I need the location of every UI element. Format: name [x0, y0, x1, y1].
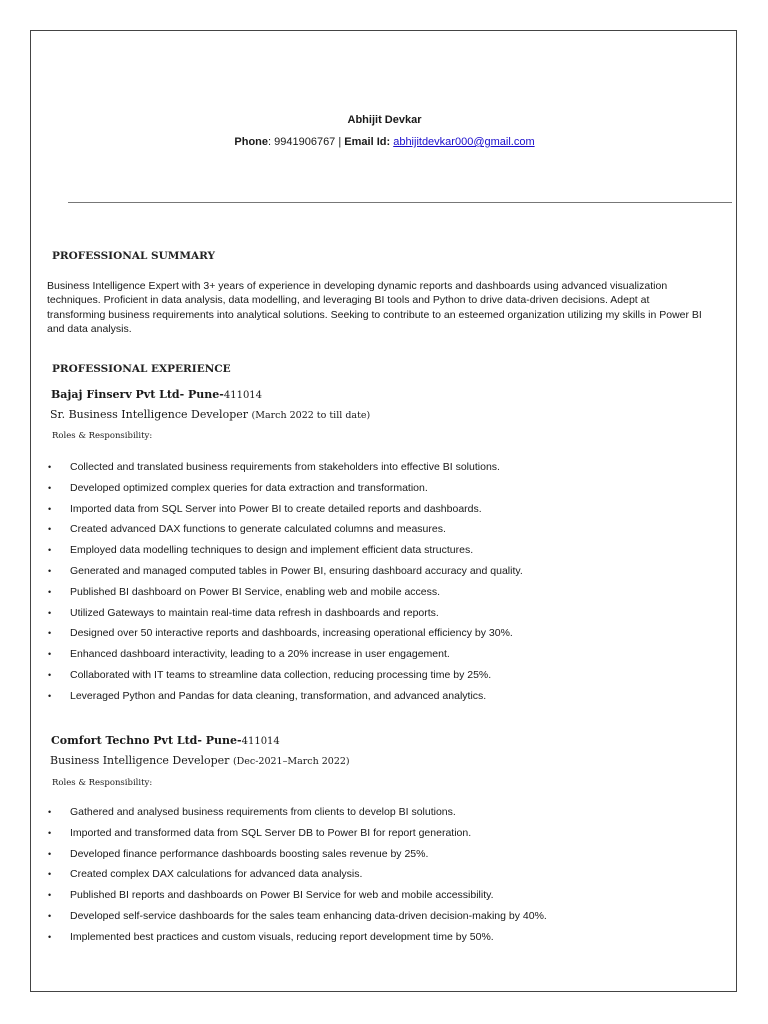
- company-title: Comfort Techno Pvt Ltd-: [51, 734, 206, 747]
- company-title: Bajaj Finserv Pvt Ltd-: [51, 388, 189, 401]
- roles-label-1: Roles & Responsibility:: [52, 431, 153, 441]
- list-item: • Published BI dashboard on Power BI Service, enabling web and mobile access.: [48, 585, 441, 598]
- contact-separator: |: [338, 136, 342, 148]
- roles-label-2: Roles & Responsibility:: [52, 778, 153, 788]
- list-item: • Employed data modelling techniques to design and implement efficient data structures.: [48, 544, 474, 557]
- list-item: • Developed finance performance dashboards boosting sales revenue by 25%.: [48, 847, 429, 860]
- job-2-responsibilities: [45, 805, 547, 951]
- summary-heading: PROFESSIONAL SUMMARY: [52, 250, 216, 262]
- bullet-icon: •: [48, 586, 52, 597]
- email-link[interactable]: abhijitdevkar000@gmail.com: [393, 136, 535, 148]
- header-divider: [68, 202, 732, 203]
- role-period: (March 2022 to till date): [251, 410, 371, 421]
- bullet-icon: •: [48, 649, 52, 660]
- phone-value: : 9941906767: [268, 136, 339, 148]
- bullet-icon: •: [48, 545, 52, 556]
- list-item: • Leveraged Python and Pandas for data cleaning, transformation, and advanced analytics.: [48, 689, 487, 702]
- list-item: • Implemented best practices and custom visuals, reducing report development time by 50%.: [48, 930, 494, 943]
- list-item: • Created complex DAX calculations for advanced data analysis.: [48, 868, 363, 881]
- experience-heading: PROFESSIONAL EXPERIENCE: [52, 363, 231, 375]
- bullet-icon: •: [48, 807, 52, 817]
- bullet-icon: •: [48, 524, 52, 535]
- resume-page: [30, 30, 737, 992]
- bullet-icon: •: [48, 910, 52, 921]
- list-item: • Designed over 50 interactive reports and dashboards, increasing operational efficiency by 30%.: [48, 627, 513, 640]
- company-name-1: [51, 388, 262, 401]
- job-role-1: [50, 408, 370, 421]
- job-1-responsibilities: [45, 460, 523, 710]
- role-period: (Dec-2021–March 2022): [232, 756, 350, 767]
- list-item: • Utilized Gateways to maintain real-time data refresh in dashboards and reports.: [48, 606, 439, 619]
- bullet-icon: •: [48, 827, 52, 838]
- role-title: Business Intelligence Developer: [50, 754, 233, 767]
- list-item: • Developed optimized complex queries for data extraction and transformation.: [48, 481, 428, 494]
- bullet-icon: •: [48, 890, 52, 901]
- bullet-icon: •: [48, 462, 52, 472]
- bullet-icon: •: [48, 931, 52, 942]
- list-item: • Imported data from SQL Server into Power BI to create detailed reports and dashboards.: [48, 502, 482, 515]
- bullet-icon: •: [48, 482, 52, 493]
- candidate-name: Abhijit Devkar: [347, 114, 422, 126]
- phone-label: Phone: [234, 136, 269, 148]
- job-role-2: [50, 754, 350, 767]
- list-item: • Gathered and analysed business requirements from clients to develop BI solutions.: [48, 806, 456, 818]
- contact-line: [31, 136, 738, 148]
- list-item: • Published BI reports and dashboards on Power BI Service for web and mobile accessibility.: [48, 889, 494, 902]
- bullet-icon: •: [48, 565, 52, 576]
- list-item: • Developed self-service dashboards for the sales team enhancing data-driven decision-making by 40%.: [48, 909, 547, 922]
- company-name-2: [51, 734, 280, 747]
- bullet-icon: •: [48, 869, 52, 880]
- bullet-icon: •: [48, 503, 52, 514]
- company-location: Pune-: [205, 734, 242, 747]
- bullet-icon: •: [48, 628, 52, 639]
- company-location: Pune-: [188, 388, 224, 401]
- role-title: Sr. Business Intelligence Developer: [50, 408, 252, 421]
- list-item: • Collaborated with IT teams to streamline data collection, reducing processing time by 25%.: [48, 668, 492, 681]
- bullet-icon: •: [48, 690, 52, 701]
- summary-text: Business Intelligence Expert with 3+ years of experience in developing dynamic reports and dashboards using advanced visualization techniques. Proficient in data analysis, data modelling, and leveraging BI tools and Python to drive data-driven decisions. Adept at transforming business requirements into analytical solutions. Seeking to contribute to an esteemed organization utilizing my skills in Power BI and data analysis.: [47, 280, 702, 335]
- company-pin: 411014: [241, 736, 280, 747]
- company-pin: 411014: [223, 390, 263, 401]
- list-item: • Generated and managed computed tables in Power BI, ensuring dashboard accuracy and quality.: [48, 564, 523, 577]
- bullet-icon: •: [48, 848, 52, 859]
- email-label: Email Id:: [341, 136, 391, 148]
- list-item: • Collected and translated business requirements from stakeholders into effective BI solutions.: [48, 461, 500, 473]
- list-item: • Created advanced DAX functions to generate calculated columns and measures.: [48, 523, 446, 536]
- bullet-icon: •: [48, 607, 52, 618]
- list-item: • Enhanced dashboard interactivity, leading to a 20% increase in user engagement.: [48, 648, 450, 661]
- bullet-icon: •: [48, 669, 52, 680]
- list-item: • Imported and transformed data from SQL Server DB to Power BI for report generation.: [48, 826, 472, 839]
